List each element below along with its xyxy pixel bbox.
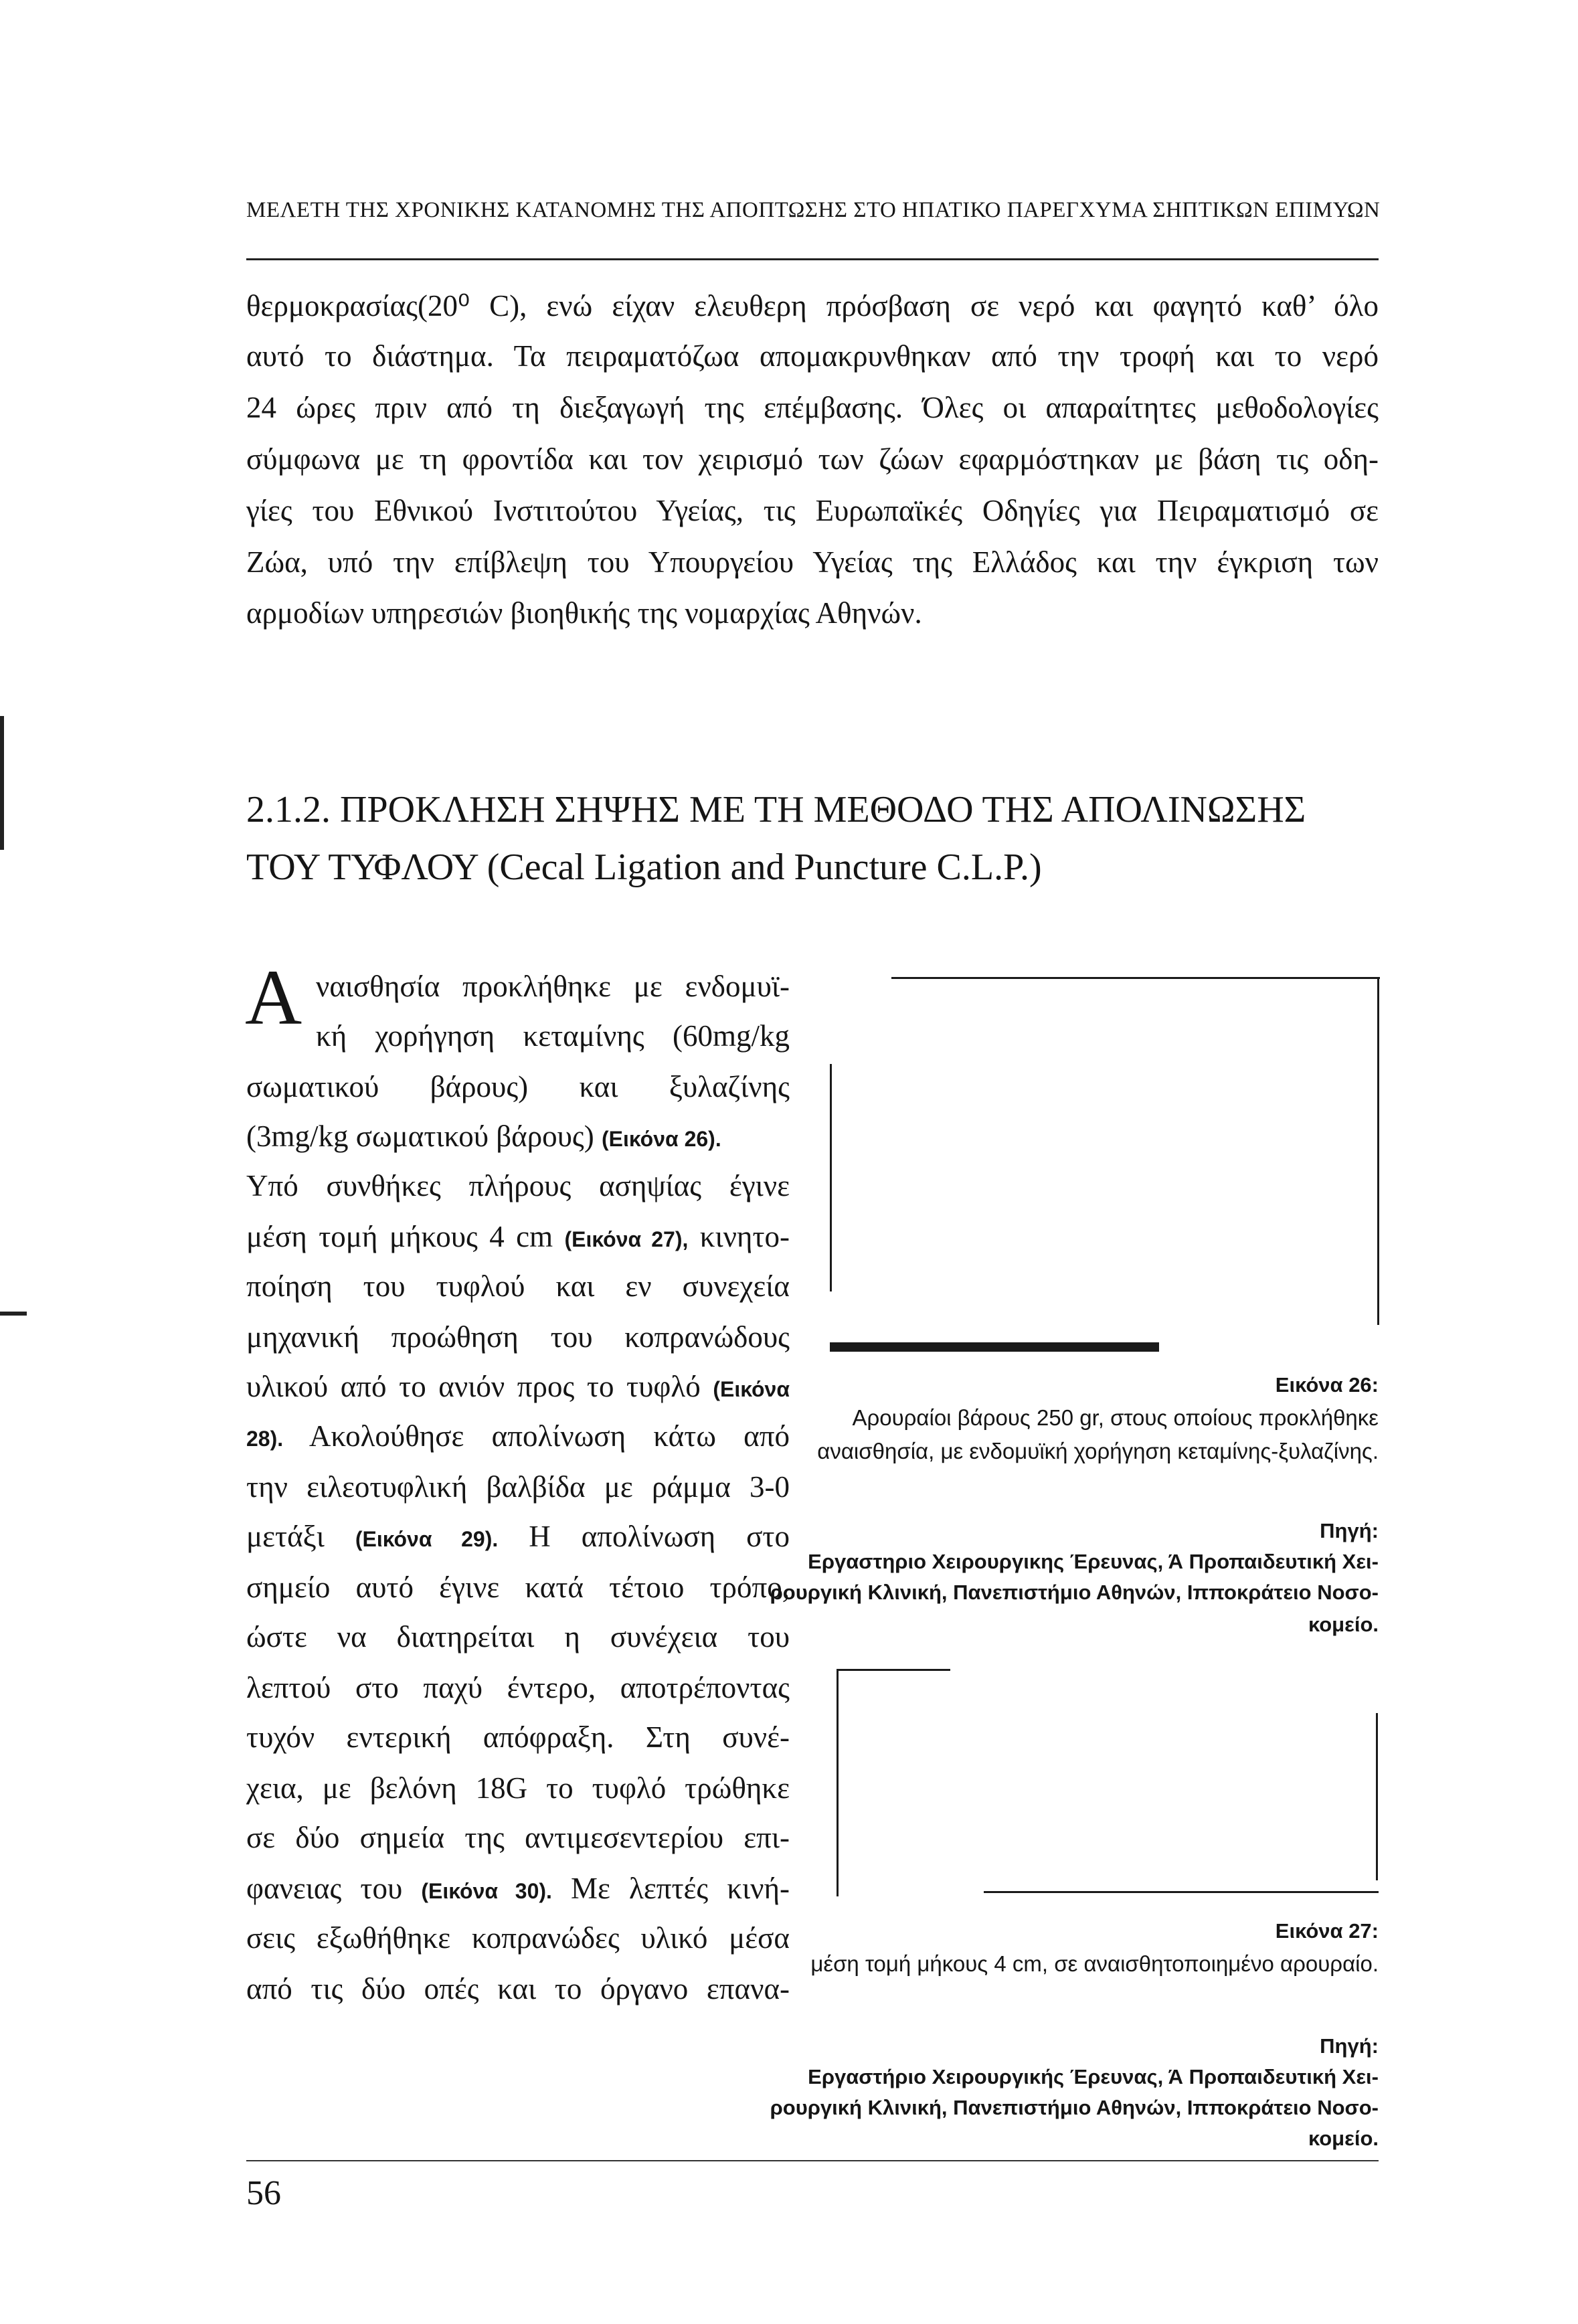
text-line: σύμφωνα με τη φροντίδα και τον χειρισμό των ζώων εφαρμόστηκαν με βάση τις οδη- [246,442,1379,476]
text-line: Ζώα, υπό την επίβλεψη του Υπουργείου Υγείας της Ελλάδος και την έγκριση των [246,545,1379,579]
text-line: σημείο αυτό έγινε κατά τέτοιο τρόπο, [246,1571,790,1604]
scan-edge-mark [0,1312,27,1316]
text-line: αρμοδίων υπηρεσιών βιοηθικής της νομαρχίας Αθηνών. [246,596,922,630]
figure-27-label: Εικόνα 27: [1275,1919,1379,1943]
text-line: Υπό συνθήκες πλήρους ασηψίας έγινε [246,1169,790,1202]
frame-line [830,1064,832,1291]
section-heading-line2: ΤΟΥ ΤΥΦΛΟΥ (Cecal Ligation and Puncture C.L.P.) [246,846,1042,888]
figure-ref-29: (Εικόνα 29). [355,1527,499,1551]
figure-ref-28: (Εικόνα [713,1377,790,1401]
text-span: μετάξι [246,1520,325,1553]
figure-27-source-label: Πηγή: [1320,2034,1379,2058]
source-line: ρουργική Κλινική, Πανεπιστήμιο Αθηνών, Ιπποκράτειο Νοσο- [770,1581,1379,1604]
figure-26-source-label: Πηγή: [1320,1519,1379,1542]
text-line [246,1219,790,1254]
frame-line [830,1342,1151,1352]
footer-rule [246,2160,1379,2161]
header-rule [246,258,1379,260]
text-line: θερμοκρασίας(20⁰ C), ενώ είχαν ελευθερη πρόσβαση σε νερό και φαγητό καθ’ όλο [246,289,1379,323]
drop-cap: Α [245,954,302,1041]
running-header: ΜΕΛΕΤΗ ΤΗΣ ΧΡΟΝΙΚΗΣ ΚΑΤΑΝΟΜΗΣ ΤΗΣ ΑΠΟΠΤΩΣΗΣ ΣΤΟ ΗΠΑΤΙΚΟ ΠΑΡΕΓΧΥΜΑ ΣΗΠΤΙΚΩΝ ΕΠΙΜΥΩΝ [246,198,1381,222]
text-line: 24 ώρες πριν από τη διεξαγωγή της επέμβασης. Όλες οι απαραίτητες μεθοδολογίες [246,391,1379,424]
text-line: σωματικού βάρους) και ξυλαζίνης [246,1070,790,1103]
figure-ref-30: (Εικόνα 30). [421,1879,552,1903]
figure-ref-27: (Εικόνα 27), [564,1227,689,1251]
text-line: ναισθησία προκλήθηκε με ενδομυϊ- [316,970,790,1003]
page-number: 56 [246,2174,281,2212]
text-line [246,1369,790,1404]
text-span: μέση τομή μήκους 4 cm [246,1220,553,1253]
caption-line: μέση τομή μήκους 4 cm, σε αναισθητοποιημένο αρουραίο. [810,1951,1379,1976]
frame-line [1376,1713,1378,1880]
text-line: χεια, με βελόνη 18G το τυφλό τρώθηκε [246,1771,790,1805]
text-line: ώστε να διατηρείται η συνέχεια του [246,1620,790,1653]
text-span: κινητο- [699,1220,790,1253]
source-line: Εργαστήριο Χειρουργικής Έρευνας, Ά Προπαιδευτική Χει- [808,2065,1379,2088]
figure-26-label: Εικόνα 26: [1275,1373,1379,1397]
source-line: ρουργική Κλινική, Πανεπιστήμιο Αθηνών, Ιπποκράτειο Νοσο- [770,2096,1379,2119]
text-span: Η απολίνωση στο [529,1520,790,1553]
text-line: κή χορήγηση κεταμίνης (60mg/kg [316,1019,790,1053]
scan-edge-mark [0,716,4,850]
text-line [246,1519,790,1554]
text-line: τυχόν εντερική απόφραξη. Στη συνέ- [246,1720,790,1754]
text-line: σε δύο σημεία της αντιμεσεντερίου επι- [246,1821,790,1854]
text-line: ποίηση του τυφλού και εν συνεχεία [246,1269,790,1303]
text-span: Με λεπτές κινή- [571,1872,790,1905]
frame-line [837,1669,950,1671]
section-heading-line1: 2.1.2. ΠΡΟΚΛΗΣΗ ΣΗΨΗΣ ΜΕ ΤΗ ΜΕΘΟΔΟ ΤΗΣ ΑΠΟΛΙΝΩΣΗΣ [246,789,1306,830]
text-line: την ειλεοτυφλική βαλβίδα με ράμμα 3-0 [246,1470,790,1504]
text-line: από τις δύο οπές και το όργανο επανα- [246,1972,790,2005]
source-line: κομείο. [1308,1613,1379,1636]
caption-line: Αρουραίοι βάρους 250 gr, στους οποίους προκλήθηκε [852,1405,1379,1430]
text-line [246,1119,790,1154]
source-line: κομείο. [1308,2127,1379,2150]
source-line: Εργαστηριο Χειρουργικης Έρευνας, Ά Προπαιδευτική Χει- [808,1550,1379,1573]
text-line [246,1419,790,1453]
figure-ref-26: (Εικόνα 26). [602,1127,721,1151]
text-line [246,1871,790,1906]
frame-line [984,1891,1379,1893]
frame-line [837,1669,839,1896]
text-line: μηχανική προώθηση του κοπρανώδους [246,1320,790,1354]
frame-line [1151,1342,1159,1352]
frame-line [891,977,1380,979]
frame-line [1377,977,1379,1325]
text-line: αυτό το διάστημα. Τα πειραματόζωα απομακρυνθηκαν από την τροφή και το νερό [246,339,1379,373]
text-span: υλικού από το ανιόν προς το τυφλό [246,1370,701,1403]
text-span: Ακολούθησε απολίνωση κάτω από [309,1419,790,1453]
text-line: σεις εξωθήθηκε κοπρανώδες υλικό μέσα [246,1921,790,1955]
figure-ref-28: 28). [246,1427,284,1451]
text-span: φανειας του [246,1872,403,1905]
text-line: λεπτού στο παχύ έντερο, αποτρέποντας [246,1671,790,1704]
caption-line: αναισθησία, με ενδομυϊκή χορήγηση κεταμίνης-ξυλαζίνης. [817,1439,1379,1463]
text-span: (3mg/kg σωματικού βάρους) [246,1120,594,1153]
text-line: γίες του Εθνικού Ινστιτούτου Υγείας, τις Ευρωπαϊκές Οδηγίες για Πειραματισμό σε [246,494,1379,527]
